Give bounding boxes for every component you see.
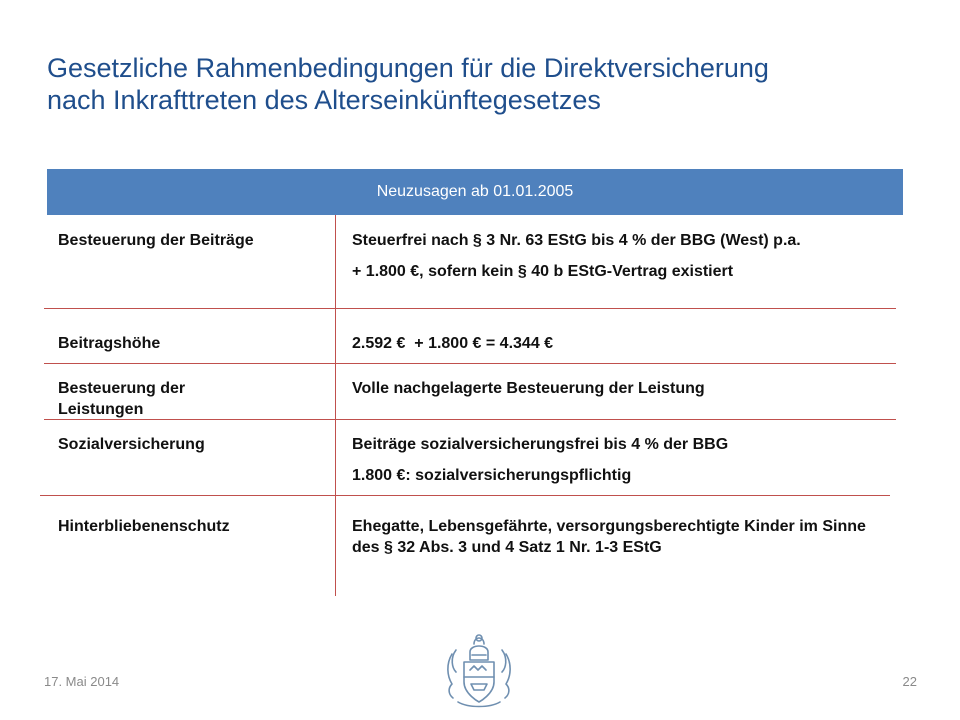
row-value-sozialversicherung <box>352 434 892 486</box>
row-label-hinterbliebenenschutz: Hinterbliebenenschutz <box>58 518 230 535</box>
row-value-beitragshoehe: 2.592 € + 1.800 € = 4.344 € <box>352 335 554 352</box>
row-label-beitragshoehe: Beitragshöhe <box>58 335 161 352</box>
row-label-besteuerung-leistungen: Besteuerung der Leistungen <box>58 380 186 418</box>
table-column-divider <box>335 215 336 596</box>
row-value-besteuerung-leistungen: Volle nachgelagerte Besteuerung der Leistung <box>352 380 705 397</box>
table-row-divider <box>44 308 896 309</box>
slide-title-line-1: Gesetzliche Rahmenbedingungen für die Direktversicherung <box>47 53 769 83</box>
row-value-line: Beiträge sozialversicherungsfrei bis 4 % der BBG <box>352 436 729 453</box>
row-label-sozialversicherung: Sozialversicherung <box>58 436 205 453</box>
table-header <box>47 169 903 215</box>
row-value-line: 1.800 €: sozialversicherungspflichtig <box>352 467 632 484</box>
row-value-line: + 1.800 €, sofern kein § 40 b EStG-Vertrag existiert <box>352 263 734 280</box>
table-row-divider <box>40 495 890 496</box>
row-value-besteuerung-beitraege <box>352 230 892 282</box>
slide-title <box>47 52 927 116</box>
coat-of-arms-icon <box>444 632 514 710</box>
slide-title-line-2: nach Inkrafttreten des Alterseinkünftegesetzes <box>47 85 601 115</box>
row-label-besteuerung-beitraege: Besteuerung der Beiträge <box>58 232 254 249</box>
row-value-hinterbliebenenschutz: Ehegatte, Lebensgefährte, versorgungsberechtigte Kinder im Sinne des § 32 Abs. 3 und 4 Satz 1 Nr. 1-3 EStG <box>352 518 866 556</box>
row-value-line: Steuerfrei nach § 3 Nr. 63 EStG bis 4 % der BBG (West) p.a. <box>352 232 801 249</box>
table-header-label: Neuzusagen ab 01.01.2005 <box>376 183 574 200</box>
page-number: 22 <box>902 674 917 689</box>
footer-date: 17. Mai 2014 <box>44 674 120 689</box>
table-row-divider <box>44 363 896 364</box>
